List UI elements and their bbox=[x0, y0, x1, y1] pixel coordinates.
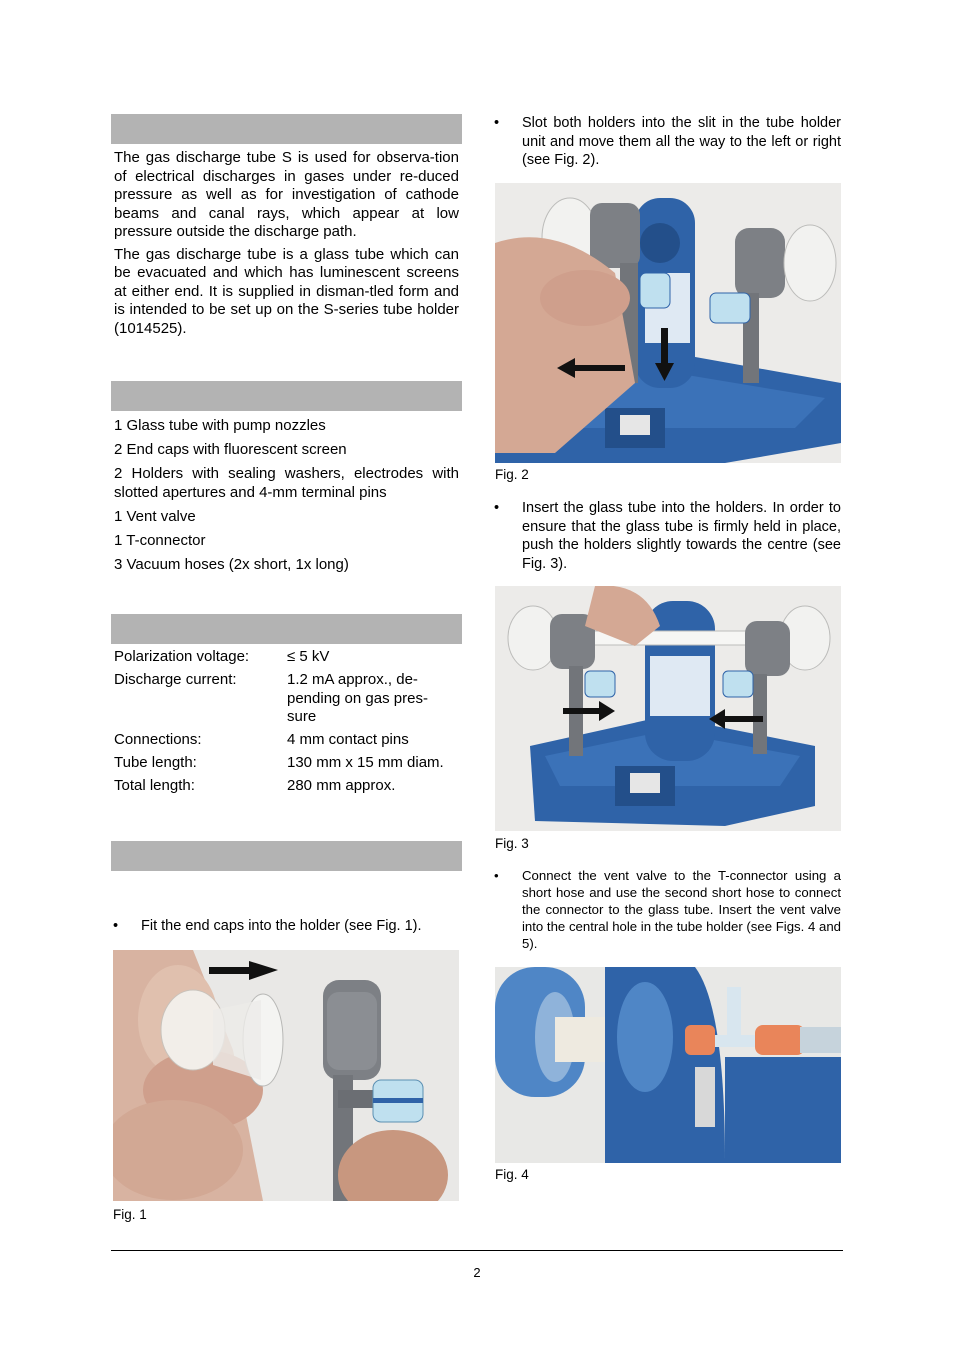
contents-list bbox=[111, 417, 462, 574]
step-3-text: Insert the glass tube into the holders. In order to ensure that the glass tube is firmly held in place, push the holders slightly towards the centre (see Fig. 3). bbox=[522, 500, 841, 572]
fig4-illustration bbox=[495, 967, 841, 1163]
spec-value: 4 mm contact pins bbox=[287, 731, 409, 748]
list-item: 1 Vent valve bbox=[114, 507, 196, 525]
step-4-text: Connect the vent valve to the T-connector using a short hose and use the second short hose to connect the connector to the glass tube. Insert the vent valve into the central hole in the tube holder (see Figs. 4 and 5). bbox=[522, 868, 841, 951]
page-number: 2 bbox=[473, 1265, 481, 1280]
step-1-text: Fit the end caps into the holder (see Fig. 1). bbox=[141, 918, 422, 934]
list-item: 2 Holders with sealing washers, electrodes with slotted apertures and 4-mm terminal pins bbox=[114, 465, 459, 501]
bullet-dot: • bbox=[113, 918, 119, 934]
spec-value: 130 mm x 15 mm diam. bbox=[287, 754, 444, 771]
section-bar-assembly bbox=[111, 841, 462, 871]
step-2-text: Slot both holders into the slit in the tube holder unit and move them all the way to the left or right (see Fig. 2). bbox=[522, 115, 841, 168]
list-item: 1 T-connector bbox=[114, 531, 206, 549]
spec-label: Polarization voltage: bbox=[114, 648, 250, 665]
table-row bbox=[114, 754, 452, 777]
section-bar-description bbox=[111, 114, 462, 144]
figure-1-caption: Fig. 1 bbox=[113, 1207, 147, 1222]
table-row bbox=[114, 731, 452, 754]
fig2-illustration bbox=[495, 183, 841, 463]
figure-3-caption: Fig. 3 bbox=[495, 836, 529, 851]
spec-label: Total length: bbox=[114, 777, 195, 794]
spec-value: 280 mm approx. bbox=[287, 777, 396, 794]
table-row bbox=[114, 671, 452, 731]
list-item: 2 End caps with fluorescent screen bbox=[114, 441, 347, 458]
figure-4-caption: Fig. 4 bbox=[495, 1167, 529, 1182]
figure-1-photo bbox=[113, 950, 459, 1201]
table-row bbox=[114, 777, 452, 800]
section-bar-technical-data bbox=[111, 614, 462, 644]
spec-table-wrap bbox=[114, 648, 462, 800]
figure-2-caption: Fig. 2 bbox=[495, 467, 529, 482]
bullet-dot: • bbox=[494, 115, 500, 131]
figure-2-photo bbox=[495, 183, 841, 463]
list-item: 3 Vacuum hoses (2x short, 1x long) bbox=[114, 555, 349, 573]
bullet-dot: • bbox=[494, 500, 500, 516]
footer-rule bbox=[111, 1250, 843, 1251]
spec-table bbox=[114, 648, 452, 800]
intro-paragraph-2: The gas discharge tube is a glass tube which can be evacuated and which has luminescent screens at either end. It is supplied in disman-tled form and is intended to be set up on the S-series tube holder (1014525). bbox=[114, 245, 459, 337]
spec-label: Tube length: bbox=[114, 754, 197, 771]
intro-section bbox=[111, 149, 462, 338]
spec-value: 1.2 mA approx., de-pending on gas pres-sure bbox=[287, 671, 428, 725]
figure-3-photo bbox=[495, 586, 841, 831]
spec-value: ≤ 5 kV bbox=[287, 648, 330, 665]
table-row bbox=[114, 648, 452, 671]
intro-paragraph-1: The gas discharge tube S is used for observa-tion of electrical discharges in gases under re-duced pressure as well as for investigation of cathode beams and canal rays, which appear at low pressure outside the discharge path. bbox=[114, 149, 459, 240]
spec-label: Discharge current: bbox=[114, 671, 237, 688]
figure-4-photo bbox=[495, 967, 841, 1163]
section-bar-contents bbox=[111, 381, 462, 411]
bullet-dot: • bbox=[494, 868, 499, 883]
spec-label: Connections: bbox=[114, 731, 202, 748]
fig3-illustration bbox=[495, 586, 841, 831]
list-item: 1 Glass tube with pump nozzles bbox=[114, 417, 326, 434]
fig1-illustration bbox=[113, 950, 459, 1201]
